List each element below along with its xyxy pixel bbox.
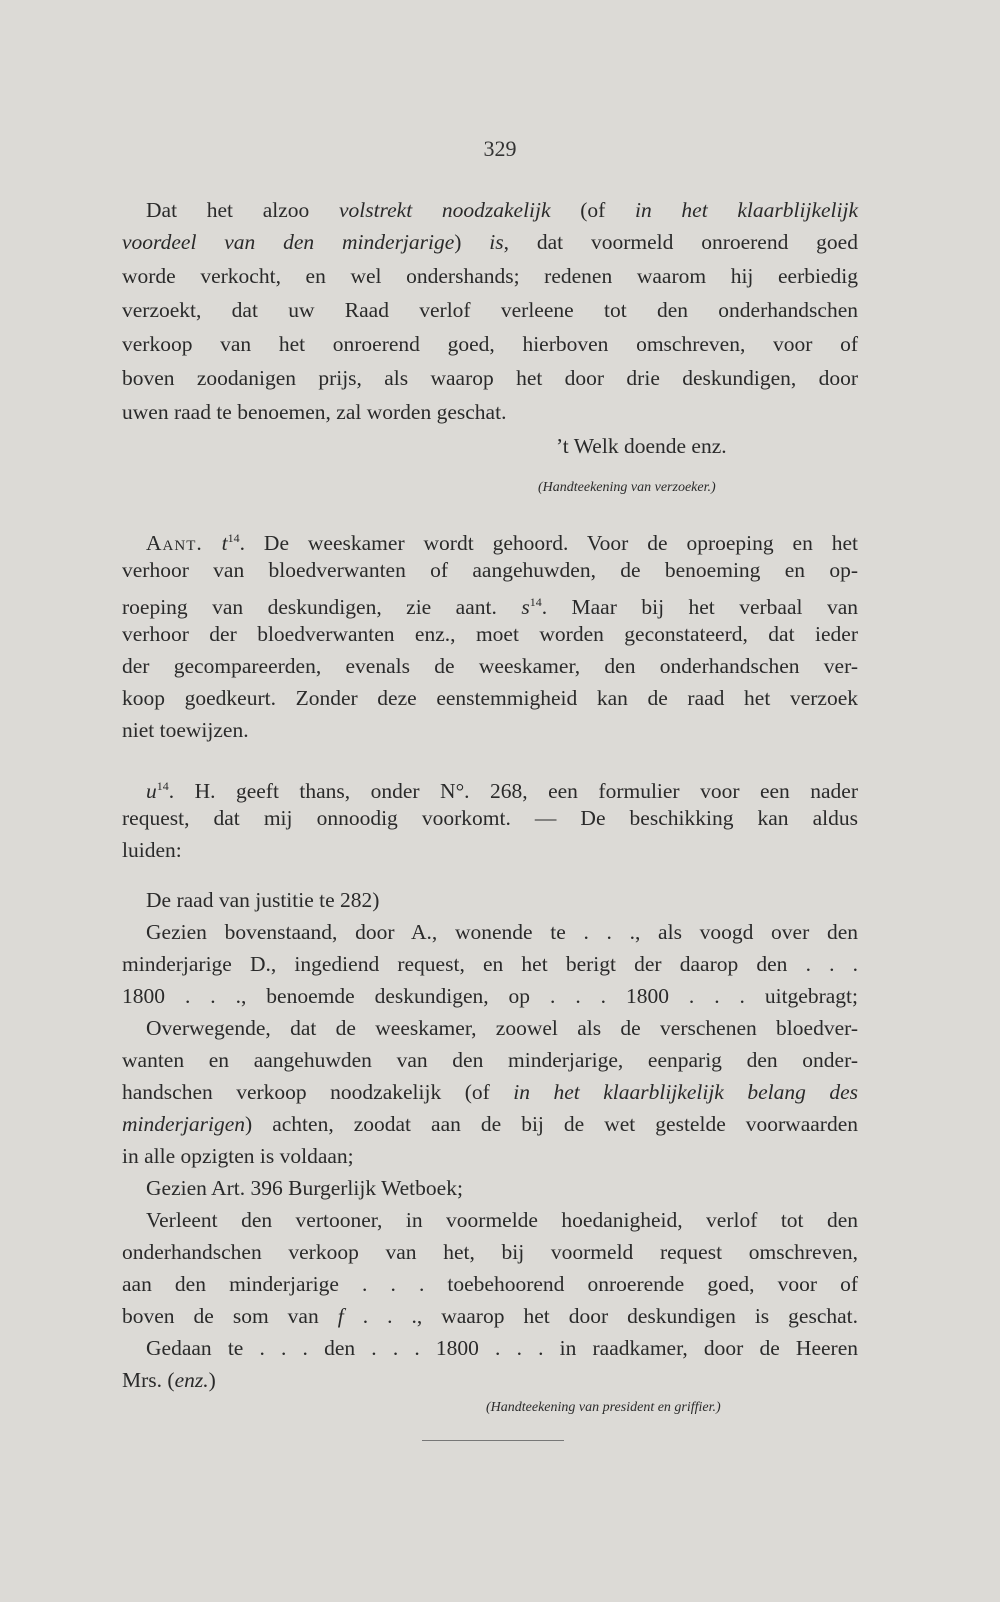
text-line	[122, 1078, 858, 1106]
text-line: verkoop van het onroerend goed, hierboven omschreven, voor of	[122, 332, 858, 356]
text: ) achten, zoodat aan de bij de wet gestelde voorwaarden	[245, 1112, 858, 1136]
italic-text: minderjarigen	[122, 1112, 246, 1136]
text-line: minderjarige D., ingediend request, en het berigt der daarop den . . .	[122, 952, 858, 976]
text-line	[122, 588, 858, 621]
text-line: in alle opzigten is voldaan;	[122, 1144, 354, 1168]
text-line: luiden:	[122, 838, 182, 862]
annotation-label: Aant.	[146, 531, 203, 556]
annotation-mark: s	[521, 595, 530, 620]
end-divider	[422, 1440, 564, 1441]
text: . . ., waarop het door deskundigen is geschat.	[343, 1304, 858, 1328]
superscript: 14	[227, 531, 240, 545]
text-line	[122, 772, 858, 805]
text: roeping van deskundigen, zie aant.	[122, 595, 522, 620]
text: handschen verkoop noodzakelijk (of	[122, 1080, 514, 1104]
text-line	[122, 228, 858, 256]
text-line: Overwegende, dat de weeskamer, zoowel als de verschenen bloedver-	[146, 1016, 858, 1040]
text-line	[122, 1302, 858, 1330]
text-line	[122, 196, 858, 224]
italic-text: is	[489, 230, 504, 254]
text-line: boven zoodanigen prijs, als waarop het door drie deskundigen, door	[122, 366, 858, 390]
text-line: aan den minderjarige . . . toebehoorend onroerende goed, voor of	[122, 1272, 858, 1296]
text: . Maar bij het verbaal van	[541, 595, 858, 620]
text-line: koop goedkeurt. Zonder deze eenstemmigheid kan de raad het verzoek	[122, 686, 858, 710]
signature-note: (Handteekening van president en griffier.)	[486, 1400, 721, 1415]
annotation-mark: t	[221, 531, 228, 556]
italic-text: volstrekt noodzakelijk	[338, 198, 551, 222]
text-line: verhoor der bloedverwanten enz., moet worden geconstateerd, dat ieder	[122, 622, 858, 646]
signature-note: (Handteekening van verzoeker.)	[538, 480, 716, 495]
text: (of	[550, 198, 636, 222]
italic-text: f	[337, 1304, 344, 1328]
text-line: wanten en aangehuwden van den minderjarige, eenparig den onder-	[122, 1048, 858, 1072]
text-line	[122, 1110, 858, 1138]
text: boven de som van	[122, 1304, 338, 1328]
text-line: worde verkocht, en wel ondershands; redenen waarom hij eerbiedig	[122, 264, 858, 288]
text-line: verhoor van bloedverwanten of aangehuwden, de benoeming en op-	[122, 558, 858, 582]
italic-text: enz.	[174, 1368, 209, 1392]
text: . De weeskamer wordt gehoord. Voor de oproeping en het	[239, 531, 859, 556]
text-line: uwen raad te benoemen, zal worden geschat.	[122, 400, 507, 424]
page-number: 329	[483, 136, 517, 161]
text-line: der gecompareerden, evenals de weeskamer, den onderhandschen ver-	[122, 654, 858, 678]
text-line: onderhandschen verkoop van het, bij voormeld request omschreven,	[122, 1240, 858, 1264]
text-line: verzoekt, dat uw Raad verlof verleene tot den onderhandschen	[122, 298, 858, 322]
text-line: request, dat mij onnoodig voorkomt. — De beschikking kan aldus	[122, 806, 858, 830]
text: Dat het alzoo	[146, 198, 339, 222]
text: . H. geeft thans, onder N°. 268, een formulier voor een nader	[168, 779, 858, 804]
italic-text: in het klaarblijkelijk	[635, 198, 858, 222]
closing-formula: ’t Welk doende enz.	[556, 434, 727, 458]
italic-text: voordeel van den minderjarige	[122, 230, 455, 254]
text-line: niet toewijzen.	[122, 718, 249, 742]
superscript: 14	[529, 595, 542, 609]
text-line	[122, 524, 858, 557]
text: Mrs. (	[122, 1368, 175, 1392]
text-line: 1800 . . ., benoemde deskundigen, op . . . 1800 . . . uitgebragt;	[122, 984, 858, 1008]
italic-text: in het klaarblijkelijk belang des	[513, 1080, 858, 1104]
text-line: Gedaan te . . . den . . . 1800 . . . in raadkamer, door de Heeren	[146, 1336, 858, 1360]
text-line: Gezien Art. 396 Burgerlijk Wetboek;	[146, 1176, 463, 1200]
text: )	[208, 1368, 216, 1392]
text-line: Gezien bovenstaand, door A., wonende te . . ., als voogd over den	[146, 920, 858, 944]
text: , dat voormeld onroerend goed	[503, 230, 858, 254]
text-line: De raad van justitie te 282)	[146, 888, 380, 912]
text-line	[122, 1366, 858, 1394]
annotation-mark: u	[146, 779, 157, 804]
superscript: 14	[156, 779, 169, 793]
text-line: Verleent den vertooner, in voormelde hoedanigheid, verlof tot den	[146, 1208, 858, 1232]
text: )	[454, 230, 490, 254]
